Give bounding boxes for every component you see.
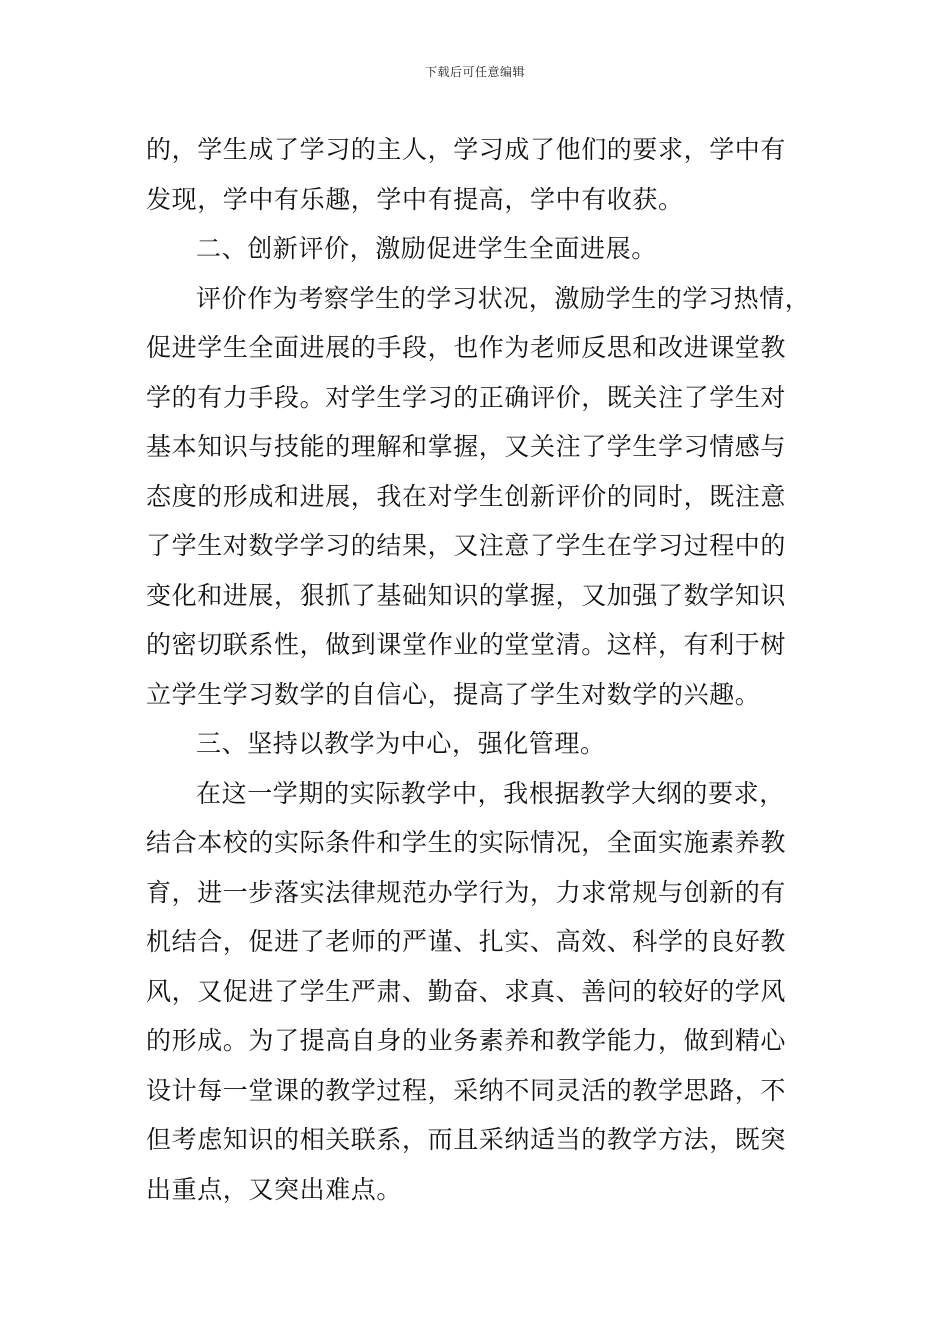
text-line: 二、创新评价，激励促进学生全面进展。 <box>196 234 657 263</box>
text-line: 三、坚持以教学为中心，强化管理。 <box>196 729 606 758</box>
text-line: 立学生学习数学的自信心，提高了学生对数学的兴趣。 <box>146 679 761 709</box>
text-line: 设计每一堂课的教学过程，采纳不同灵活的教学思路，不 <box>146 1075 787 1105</box>
text-line: 发现，学中有乐趣，学中有提高，学中有收获。 <box>146 184 684 214</box>
text-line: 风，又促进了学生严肃、勤奋、求真、善问的较好的学风 <box>146 976 787 1006</box>
body-text <box>146 125 811 1214</box>
text-line: 的密切联系性，做到课堂作业的堂堂清。这样，有利于树 <box>146 630 787 659</box>
text-line: 的形成。为了提高自身的业务素养和教学能力，做到精心 <box>146 1026 787 1055</box>
text-line: 出重点，又突出难点。 <box>146 1174 403 1204</box>
text-line: 评价作为考察学生的学习状况，激励学生的学习热情， <box>196 283 811 313</box>
text-line: 的，学生成了学习的主人，学习成了他们的要求，学中有 <box>146 135 787 164</box>
text-line: 学的有力手段。对学生学习的正确评价，既关注了学生对 <box>146 382 787 412</box>
text-line: 基本知识与技能的理解和掌握，又关注了学生学习情感与 <box>146 432 787 461</box>
text-line: 但考虑知识的相关联系，而且采纳适当的教学方法，既突 <box>146 1125 787 1154</box>
text-line: 促进学生全面进展的手段，也作为老师反思和改进课堂教 <box>146 333 787 362</box>
text-line: 育，进一步落实法律规范办学行为，力求常规与创新的有 <box>146 877 787 907</box>
text-line: 态度的形成和进展，我在对学生创新评价的同时，既注意 <box>146 481 787 511</box>
text-line: 结合本校的实际条件和学生的实际情况，全面实施素养教 <box>146 828 787 857</box>
page-header: 下载后可任意编辑 <box>424 65 525 79</box>
text-line: 机结合，促进了老师的严谨、扎实、高效、科学的良好教 <box>146 927 787 956</box>
text-line: 了学生对数学学习的结果，又注意了学生在学习过程中的 <box>146 531 787 560</box>
text-line: 在这一学期的实际教学中，我根据教学大纲的要求， <box>196 778 785 808</box>
text-line: 变化和进展，狠抓了基础知识的掌握，又加强了数学知识 <box>146 580 787 610</box>
